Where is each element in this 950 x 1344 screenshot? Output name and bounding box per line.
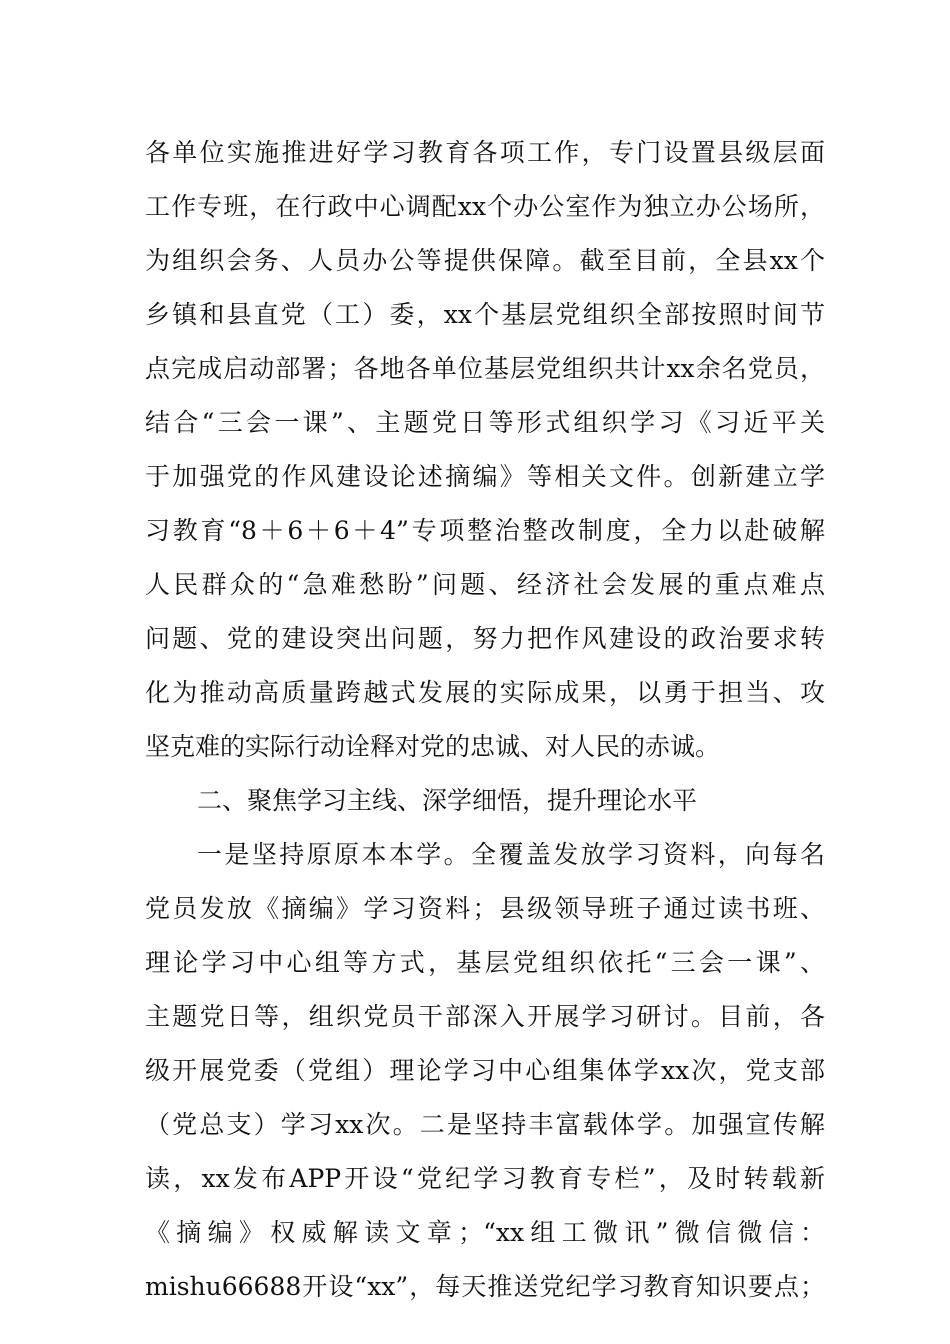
paragraph-line: 级开展党委（党组）理论学习中心组集体学xx次，党支部 [145,1056,825,1085]
paragraph-line: 主题党日等，组织党员干部深入开展学习研讨。目前，各 [145,1002,825,1031]
paragraph-line: mishu66688开设“xx”，每天推送党纪学习教育知识要点； [145,1272,825,1301]
paragraph-line: 理论学习中心组等方式，基层党组织依托“三会一课”、 [145,948,825,977]
paragraph-line: 党员发放《摘编》学习资料；县级领导班子通过读书班、 [145,894,825,923]
paragraph-line: 坚克难的实际行动诠释对党的忠诚、对人民的赤诚。 [145,732,721,761]
paragraph-line: 习教育“8＋6＋6＋4”专项整治整改制度，全力以赴破解 [145,516,825,545]
paragraph-line: 各单位实施推进好学习教育各项工作，专门设置县级层面 [145,138,825,167]
paragraph-line: 乡镇和县直党（工）委，xx个基层党组织全部按照时间节 [145,300,825,329]
paragraph-line: 结合“三会一课”、主题党日等形式组织学习《习近平关 [145,408,825,437]
paragraph-line: 一是坚持原原本本学。全覆盖发放学习资料，向每名 [197,840,825,869]
paragraph-line: 《摘编》权威解读文章；“xx组工微讯”微信微信： [145,1218,825,1247]
paragraph-line: 点完成启动部署；各地各单位基层党组织共计xx余名党员， [145,354,825,383]
paragraph-line: 化为推动高质量跨越式发展的实际成果，以勇于担当、攻 [145,678,825,707]
paragraph-line: 读，xx发布APP开设“党纪学习教育专栏”，及时转载新 [145,1164,825,1193]
section-heading: 二、聚焦学习主线、深学细悟，提升理论水平 [197,786,698,815]
paragraph-line: （党总支）学习xx次。二是坚持丰富载体学。加强宣传解 [145,1110,825,1139]
document-body [145,126,825,1314]
paragraph-line: 人民群众的“急难愁盼”问题、经济社会发展的重点难点 [145,570,825,599]
paragraph-line: 为组织会务、人员办公等提供保障。截至目前，全县xx个 [145,246,825,275]
paragraph-line: 问题、党的建设突出问题，努力把作风建设的政治要求转 [145,624,825,653]
paragraph-line: 于加强党的作风建设论述摘编》等相关文件。创新建立学 [145,462,825,491]
paragraph-line: 工作专班，在行政中心调配xx个办公室作为独立办公场所， [145,192,825,221]
